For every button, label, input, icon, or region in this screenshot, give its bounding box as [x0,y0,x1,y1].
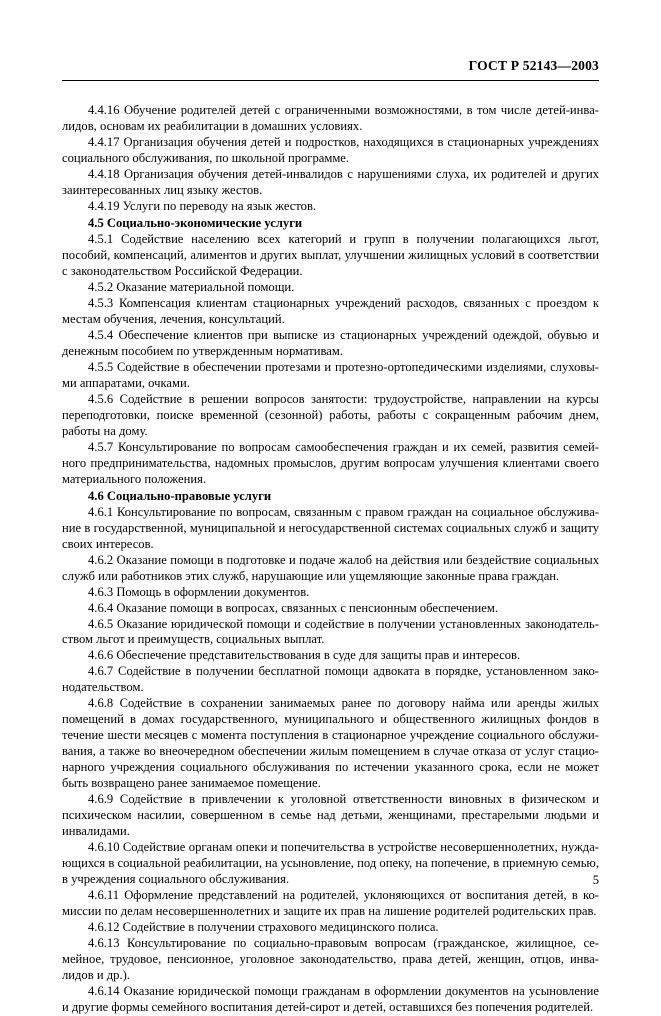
body-paragraph: 4.6.7 Содействие в получении бесплатной помощи адвоката в порядке, установленном законодательством. [62,664,599,695]
body-paragraph: 4.4.16 Обучение родителей детей с ограниченными возможностями, в том числе детей-инвалидов, основам их реабилитации в домашних условиях. [62,103,599,133]
body-paragraph: 4.4.18 Организация обучения детей-инвалидов с нарушениями слуха, их родителей и других заинтересованных лиц языку жестов. [62,166,599,197]
page-header: ГОСТ Р 52143—2003 [468,58,599,73]
body-paragraph: 4.6.9 Содействие в привлечении к уголовной ответственности виновных в физическом и психическом насилии, совершенном в семье над детьми, женщинами, престарелыми людьми и инвалидами. [62,792,599,839]
body-paragraph: 4.5.3 Компенсация клиентам стационарных учреждений расходов, связанных с проездом к местам обучения, лечения, консультаций. [62,295,599,326]
page-number: 5 [592,873,599,887]
body-paragraph: 4.5.7 Консультирование по вопросам самообеспечения граждан и их семей, развития семейного предпринимательства, надомных промыслов, другим вопросам улучшения клиентами своего материального положения. [62,439,599,486]
body-paragraph: 4.6.10 Содействие органам опеки и попечительства в устройстве несовершеннолетних, нуждающихся в социальной реабилитации, на усыновление, под опеку, на попечение, в приемную семью, в учреждения социального обслуживания. [62,840,599,887]
body-paragraph: 4.6.6 Обеспечение представительствования в суде для защиты прав и интересов. [88,648,521,663]
section-heading: 4.6 Социально-правовые услуги [88,488,272,503]
section-heading: 4.5 Социально-экономические услуги [88,215,303,230]
body-paragraph: 4.6.12 Содействие в получении страхового медицинского полиса. [88,920,439,935]
body-paragraph: 4.6.4 Оказание помощи в вопросах, связанных с пенсионным обеспечением. [88,600,498,615]
document-body [62,103,599,1016]
body-paragraph: 4.6.1 Консультирование по вопросам, связанным с правом граждан на социальное обслуживание в государственной, муниципальной и негосударственной системах социальных служб и защиту своих интересов. [62,504,599,551]
body-paragraph: 4.5.6 Содействие в решении вопросов занятости: трудоустройстве, направлении на курсы переподготовки, поиске временной (сезонной) работы, работы с сокращенным рабочим днем, работы на дому. [62,391,599,438]
body-paragraph: 4.4.17 Организация обучения детей и подростков, находящихся в стационарных учреждениях социального обслуживания, по школьной программе. [62,134,599,165]
body-paragraph: 4.5.4 Обеспечение клиентов при выписке из стационарных учреждений одеждой, обувью и денежным пособием по утвержденным нормативам. [62,327,599,358]
body-paragraph: 4.5.1 Содействие населению всех категорий и групп в получении полагающихся льгот, пособий, компенсаций, алиментов и других выплат, улучшении жилищных условий в соответствии с законодательством Российской Федерации. [62,231,599,278]
body-paragraph: 4.6.11 Оформление представлений на родителей, уклоняющихся от воспитания детей, в комиссии по делам несовершеннолетних и защите их прав на лишение родителей родительских прав. [62,888,599,919]
header-divider [62,80,599,81]
body-paragraph: 4.6.13 Консультирование по социально-правовым вопросам (гражданское, жилищное, семейное, трудовое, пенсионное, уголовное законодательство, права детей, женщин, отцов, инвалидов и др.). [62,936,599,983]
body-paragraph: 4.6.8 Содействие в сохранении занимаемых ранее по договору найма или аренды жилых помещений в домах государственного, муниципального и общественного жилищных фондов в течение шести месяцев с момента поступления в стационарное учреждение социального обслуживания, а также во внеочередном обеспечении жилым помещением в случае отказа от услуг стационарного учреждения социального обслуживания по истечении указанного срока, если не может быть возвращено ранее занимаемое помещение. [62,696,599,791]
body-paragraph: 4.6.14 Оказание юридической помощи гражданам в оформлении документов на усыновление и другие формы семейного воспитания детей-сирот и детей, оставшихся без попечения родителей. [62,984,599,1015]
body-paragraph: 4.5.5 Содействие в обеспечении протезами и протезно-ортопедическими изделиями, слуховыми аппаратами, очками. [62,359,599,390]
body-paragraph: 4.6.3 Помощь в оформлении документов. [88,584,310,599]
body-paragraph: 4.6.2 Оказание помощи в подготовке и подаче жалоб на действия или бездействие социальных служб или работников этих служб, нарушающие или ущемляющие законные права граждан. [62,552,599,583]
body-paragraph: 4.4.19 Услуги по переводу на язык жестов. [88,198,317,213]
body-paragraph: 4.5.2 Оказание материальной помощи. [88,279,295,294]
body-paragraph: 4.6.5 Оказание юридической помощи и содействие в получении установленных законодательством льгот и преимуществ, социальных выплат. [62,616,599,647]
